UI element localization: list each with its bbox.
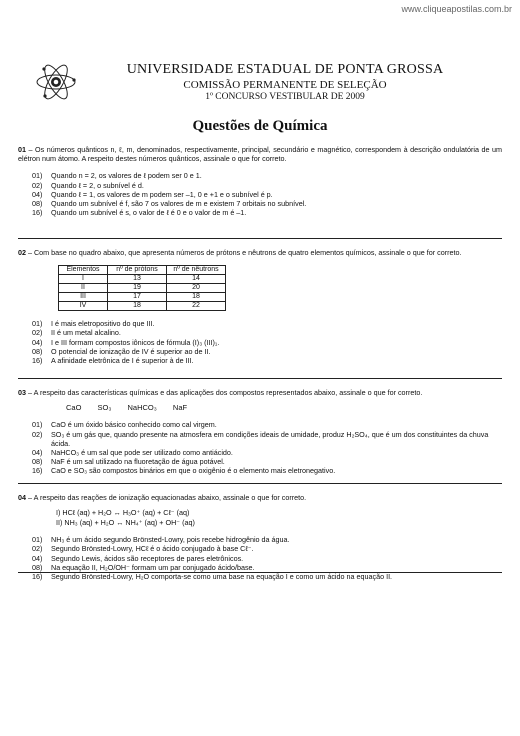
column-header: Elementos xyxy=(59,266,108,275)
column-header: nº de nêutrons xyxy=(167,266,226,275)
university-name: UNIVERSIDADE ESTADUAL DE PONTA GROSSA xyxy=(126,62,444,77)
option xyxy=(32,338,502,347)
option-code: 08) xyxy=(32,346,43,356)
compound: NaHCO₃ xyxy=(127,403,157,413)
options-list xyxy=(32,171,502,217)
question-01 xyxy=(18,145,502,217)
table-row xyxy=(59,293,226,302)
option-code: 01) xyxy=(32,420,43,430)
table-cell: II xyxy=(59,284,108,293)
option-code: 02) xyxy=(32,180,43,190)
option xyxy=(32,181,502,190)
option-code: 16) xyxy=(32,356,43,366)
section-divider xyxy=(18,572,502,573)
option xyxy=(32,535,502,544)
option xyxy=(32,457,502,466)
table-cell: III xyxy=(59,293,108,302)
option-text: SO₃ é um gás que, quando presente na atmosfera em condições ideais de umidade, produz H₂SO₄, que é um dos constituintes da chuva ácida. xyxy=(51,429,489,448)
table-row xyxy=(59,284,226,293)
option-text: NH₃ é um ácido segundo Brönsted-Lowry, pois recebe hidrogênio da água. xyxy=(51,535,290,545)
exam-name: 1º CONCURSO VESTIBULAR DE 2009 xyxy=(205,92,365,102)
table-cell: 17 xyxy=(108,293,167,302)
table-cell: 13 xyxy=(108,275,167,284)
option xyxy=(32,572,502,581)
option xyxy=(32,356,502,365)
option xyxy=(32,554,502,563)
option-text: Na equação II, H₂O/OH⁻ formam um par conjugado ácido/base. xyxy=(51,562,255,572)
option-text: Quando um subnível é s, o valor de ℓ é 0 e o valor de m é –1. xyxy=(51,208,247,218)
option-text: Segundo Brönsted-Lowry, HCℓ é o ácido conjugado à base Cℓ⁻. xyxy=(51,544,254,554)
elements-table xyxy=(58,265,226,311)
section-divider xyxy=(18,378,502,379)
page-title: Questões de Química xyxy=(192,118,328,134)
question-number: 02 xyxy=(18,248,26,257)
option-code: 02) xyxy=(32,544,43,554)
option-text: Segundo Brönsted-Lowry, H₂O comporta-se como uma base na equação I e como um ácido na equação II. xyxy=(51,572,393,582)
compound: NaF xyxy=(172,403,188,413)
compound: SO₃ xyxy=(97,403,112,413)
option-text: Segundo Lewis, ácidos são receptores de pares eletrônicos. xyxy=(51,553,244,563)
site-watermark: www.cliqueapostilas.com.br xyxy=(401,4,512,14)
option-text: O potencial de ionização de IV é superior ao de II. xyxy=(51,346,211,356)
question-stem xyxy=(18,493,502,502)
option-text: Quando ℓ = 1, os valores de m podem ser –1, 0 e +1 e o subnível é p. xyxy=(51,189,273,199)
option xyxy=(32,208,502,217)
option xyxy=(32,190,502,199)
question-stem xyxy=(18,248,502,257)
question-text: – Os números quânticos n, ℓ, m, denominados, respectivamente, principal, secundário e magnético, correspondem à descrição ondulatória de um elétron num átomo. A respeito destes números quânticos, assinale o que for correto. xyxy=(18,145,502,164)
option-text: Quando ℓ = 2, o subnível é d. xyxy=(51,180,144,190)
table-row xyxy=(59,302,226,311)
question-number: 04 xyxy=(18,493,26,502)
table-header-row xyxy=(59,266,226,275)
question-stem xyxy=(18,145,502,163)
option xyxy=(32,199,502,208)
question-number: 03 xyxy=(18,388,26,397)
option-text: I é mais eletropositivo do que III. xyxy=(51,319,155,329)
table-cell: IV xyxy=(59,302,108,311)
table-row xyxy=(59,275,226,284)
option-code: 04) xyxy=(32,553,43,563)
equation: II) NH₃ (aq) + H₂O ↔ NH₄⁺ (aq) + OH⁻ (aq) xyxy=(56,517,195,527)
option-code: 02) xyxy=(32,328,43,338)
question-text: – A respeito das características químicas e das aplicações dos compostos representados abaixo, assinale o que for correto. xyxy=(26,388,423,397)
option-code: 16) xyxy=(32,208,43,218)
option xyxy=(32,420,502,429)
equations-list xyxy=(56,508,502,527)
option xyxy=(32,466,502,475)
options-list xyxy=(32,319,502,365)
option-code: 08) xyxy=(32,457,43,467)
question-number: 01 xyxy=(18,145,26,154)
commission-name: COMISSÃO PERMANENTE DE SELEÇÃO xyxy=(183,79,387,91)
option-code: 02) xyxy=(32,429,43,439)
option-text: II é um metal alcalino. xyxy=(51,328,121,338)
equation: I) HCℓ (aq) + H₂O ↔ H₃O⁺ (aq) + Cℓ⁻ (aq) xyxy=(56,508,190,518)
option xyxy=(32,563,502,572)
table-cell: 14 xyxy=(167,275,226,284)
option-text: Quando um subnível é f, são 7 os valores de m e existem 7 orbitais no subnível. xyxy=(51,199,307,209)
table-cell: 20 xyxy=(167,284,226,293)
options-list xyxy=(32,535,502,581)
option-text: I e III formam compostos iônicos de fórmula (I)₃ (III)₁. xyxy=(51,337,220,347)
option xyxy=(32,319,502,328)
question-stem xyxy=(18,388,502,397)
option-text: CaO é um óxido básico conhecido como cal virgem. xyxy=(51,420,217,430)
table-cell: 19 xyxy=(108,284,167,293)
section-divider xyxy=(18,483,502,484)
table-cell: 18 xyxy=(108,302,167,311)
option-text: A afinidade eletrônica de I é superior à de III. xyxy=(51,356,194,366)
option-text: NaHCO₃ é um sal que pode ser utilizado como antiácido. xyxy=(51,448,233,458)
option-text: CaO e SO₃ são compostos binários em que o oxigênio é o elemento mais eletronegativo. xyxy=(51,466,336,476)
options-list xyxy=(32,420,502,475)
question-text: – Com base no quadro abaixo, que apresenta números de prótons e nêutrons de quatro elementos químicos, assinale o que for correto. xyxy=(26,248,462,257)
option-code: 01) xyxy=(32,319,43,329)
table-cell: 18 xyxy=(167,293,226,302)
option-code: 01) xyxy=(32,171,43,181)
column-header: nº de prótons xyxy=(108,266,167,275)
compounds-list xyxy=(66,403,502,412)
table-cell: I xyxy=(59,275,108,284)
question-02 xyxy=(18,248,502,365)
question-03 xyxy=(18,388,502,476)
option-code: 04) xyxy=(32,337,43,347)
option xyxy=(32,171,502,180)
option-code: 01) xyxy=(32,535,43,545)
option-text: NaF é um sal utilizado na fluoretação de água potável. xyxy=(51,457,225,467)
option xyxy=(32,544,502,553)
option xyxy=(32,430,502,448)
page-header xyxy=(30,60,500,115)
section-divider xyxy=(18,238,502,239)
option-code: 04) xyxy=(32,448,43,458)
option-code: 08) xyxy=(32,562,43,572)
question-text: – A respeito das reações de ionização equacionadas abaixo, assinale o que for correto. xyxy=(26,493,307,502)
option-text: Quando n = 2, os valores de ℓ podem ser 0 e 1. xyxy=(51,171,202,181)
option-code: 04) xyxy=(32,189,43,199)
option-code: 16) xyxy=(32,466,43,476)
table-cell: 22 xyxy=(167,302,226,311)
option xyxy=(32,328,502,337)
compound: CaO xyxy=(66,403,82,413)
option xyxy=(32,347,502,356)
option xyxy=(32,448,502,457)
option-code: 16) xyxy=(32,572,43,582)
question-04 xyxy=(18,493,502,581)
option-code: 08) xyxy=(32,199,43,209)
